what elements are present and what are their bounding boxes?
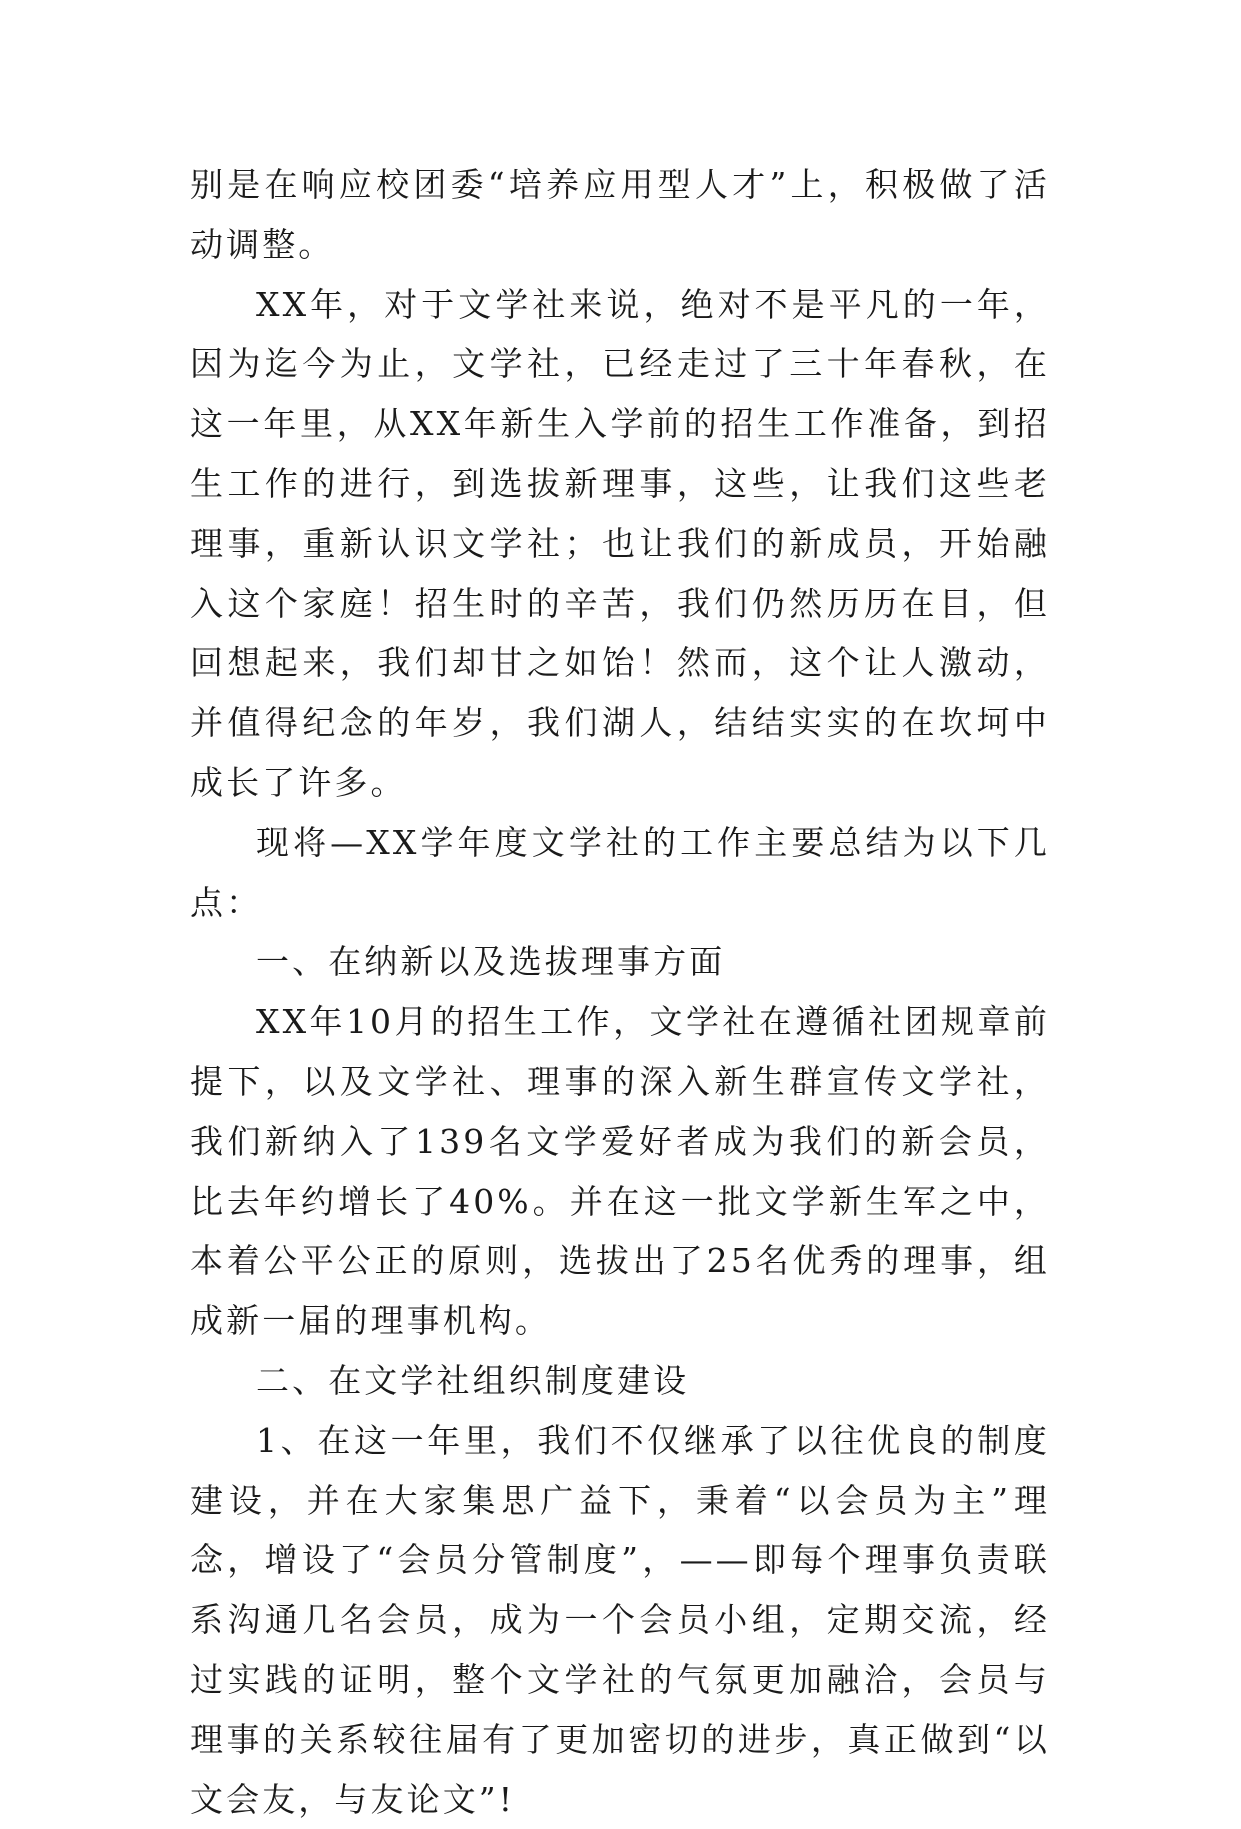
document-body: [190, 155, 1050, 1829]
paragraph-continuation: 别是在响应校团委“培养应用型人才”上，积极做了活动调整。: [190, 165, 1050, 264]
paragraph-anniversary: XX年，对于文学社来说，绝对不是平凡的一年，因为迄今为止，文学社，已经走过了三十年春秋，在这一年里，从XX年新生入学前的招生工作准备，到招生工作的进行，到选拔新理事，这些，让我们这些老理事，重新认识文学社；也让我们的新成员，开始融入这个家庭！招生时的辛苦，我们仍然历历在目，但回想起来，我们却甘之如饴！然而，这个让人激动，并值得纪念的年岁，我们湖人，结结实实的在坎坷中成长了许多。: [190, 284, 1050, 802]
paragraph-recruitment: XX年10月的招生工作，文学社在遵循社团规章前提下，以及文学社、理事的深入新生群宣传文学社，我们新纳入了139名文学爱好者成为我们的新会员，比去年约增长了40%。并在这一批文学新生军之中，本着公平公正的原则，选拔出了25名优秀的理事，组成新一届的理事机构。: [190, 1002, 1050, 1341]
section-heading-recruitment: 一、在纳新以及选拔理事方面: [256, 942, 726, 982]
paragraph-organization-1: 1、在这一年里，我们不仅继承了以往优良的制度建设，并在大家集思广益下，秉着“以会员为主”理念，增设了“会员分管制度”，——即每个理事负责联系沟通几名会员，成为一个会员小组，定期交流，经过实践的证明，整个文学社的气氛更加融洽，会员与理事的关系较往届有了更加密切的进步，真正做到“以文会友，与友论文”!: [190, 1420, 1050, 1819]
section-heading-organization: 二、在文学社组织制度建设: [256, 1360, 690, 1400]
paragraph-summary-intro: 现将—XX学年度文学社的工作主要总结为以下几点：: [190, 822, 1050, 922]
